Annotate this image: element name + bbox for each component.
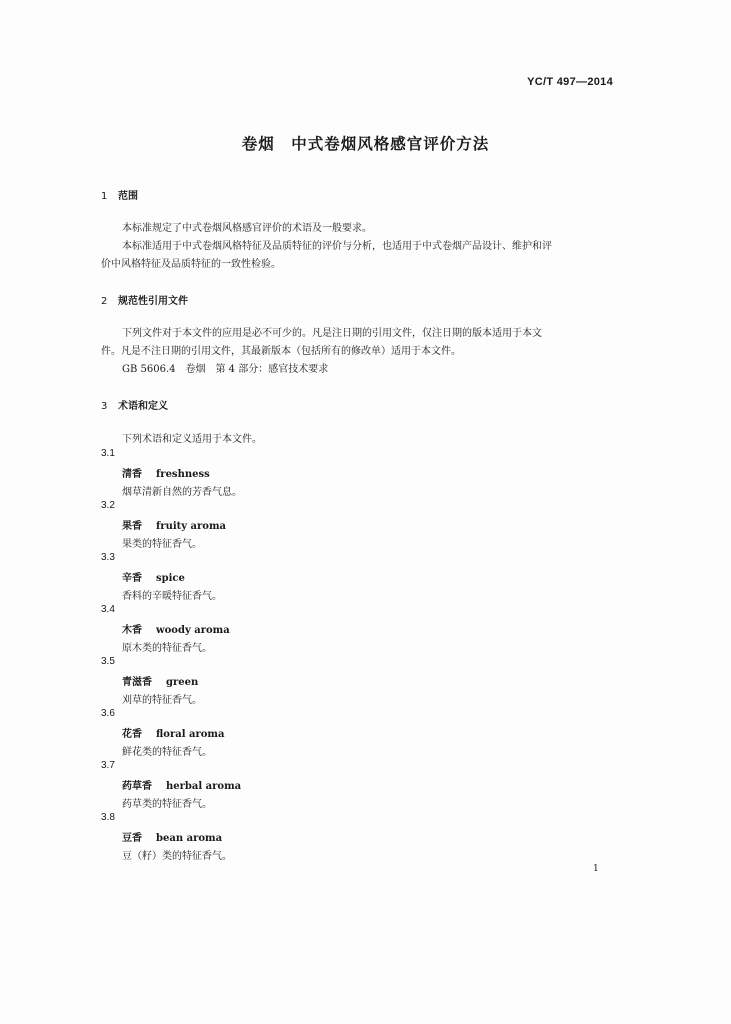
term-number: 3.7 <box>101 760 115 771</box>
term-en: floral aroma <box>156 729 225 740</box>
page-number: 1 <box>593 864 599 874</box>
term-en: spice <box>156 573 185 584</box>
term-number: 3.4 <box>101 604 115 615</box>
term-definition: 原木类的特征香气。 <box>122 643 212 654</box>
section-3-intro: 下列术语和定义适用于本文件。 <box>122 434 262 445</box>
section-2-paragraph-2: 件。凡是不注日期的引用文件，其最新版本（包括所有的修改单）适用于本文件。 <box>101 346 461 357</box>
term-zh: 辛香 <box>122 573 142 584</box>
term-heading <box>122 569 185 584</box>
term-zh: 花香 <box>122 729 142 740</box>
term-heading <box>122 621 230 636</box>
term-number: 3.8 <box>101 812 115 823</box>
term-heading <box>122 725 224 740</box>
section-1-paragraph-1: 本标准规定了中式卷烟风格感官评价的术语及一般要求。 <box>122 223 372 234</box>
section-number: 1 <box>101 191 108 202</box>
section-1-heading <box>101 187 138 202</box>
term-heading <box>122 829 222 844</box>
section-3-heading <box>101 397 168 412</box>
term-en: woody aroma <box>156 625 230 636</box>
section-2-paragraph-1: 下列文件对于本文件的应用是必不可少的。凡是注日期的引用文件，仅注日期的版本适用于本文 <box>122 328 542 339</box>
term-number: 3.1 <box>101 448 115 459</box>
term-zh: 青滋香 <box>122 677 152 688</box>
term-heading <box>122 777 241 792</box>
term-zh: 清香 <box>122 469 142 480</box>
term-definition: 香料的辛暖特征香气。 <box>122 591 222 602</box>
term-heading <box>122 517 226 532</box>
term-definition: 刈草的特征香气。 <box>122 695 202 706</box>
section-title: 术语和定义 <box>118 401 168 412</box>
term-en: herbal aroma <box>166 781 242 792</box>
section-title: 规范性引用文件 <box>118 296 188 307</box>
section-2-heading <box>101 292 188 307</box>
term-number: 3.2 <box>101 500 115 511</box>
term-definition: 烟草清新自然的芳香气息。 <box>122 487 242 498</box>
term-number: 3.6 <box>101 708 115 719</box>
section-1-paragraph-3: 价中风格特征及品质特征的一致性检验。 <box>101 259 281 270</box>
section-number: 3 <box>101 401 108 412</box>
term-definition: 豆（籽）类的特征香气。 <box>122 851 232 862</box>
term-en: green <box>166 677 199 688</box>
term-heading <box>122 465 210 480</box>
term-en: fruity aroma <box>156 521 227 532</box>
term-en: freshness <box>156 469 210 480</box>
term-definition: 果类的特征香气。 <box>122 539 202 550</box>
term-definition: 药草类的特征香气。 <box>122 799 212 810</box>
term-number: 3.3 <box>101 552 115 563</box>
term-zh: 木香 <box>122 625 142 636</box>
term-definition: 鲜花类的特征香气。 <box>122 747 212 758</box>
term-number: 3.5 <box>101 656 115 667</box>
standard-number: YC/T 497—2014 <box>527 76 613 88</box>
document-title: 卷烟 中式卷烟风格感官评价方法 <box>241 135 490 153</box>
term-zh: 豆香 <box>122 833 142 844</box>
normative-reference: GB 5606.4 卷烟 第 4 部分：感官技术要求 <box>122 364 329 375</box>
term-zh: 药草香 <box>122 781 152 792</box>
term-en: bean aroma <box>156 833 223 844</box>
section-1-paragraph-2: 本标准适用于中式卷烟风格特征及品质特征的评价与分析，也适用于中式卷烟产品设计、维护和评 <box>122 241 552 252</box>
section-number: 2 <box>101 296 108 307</box>
term-zh: 果香 <box>122 521 142 532</box>
section-title: 范围 <box>118 191 138 202</box>
term-heading <box>122 673 198 688</box>
